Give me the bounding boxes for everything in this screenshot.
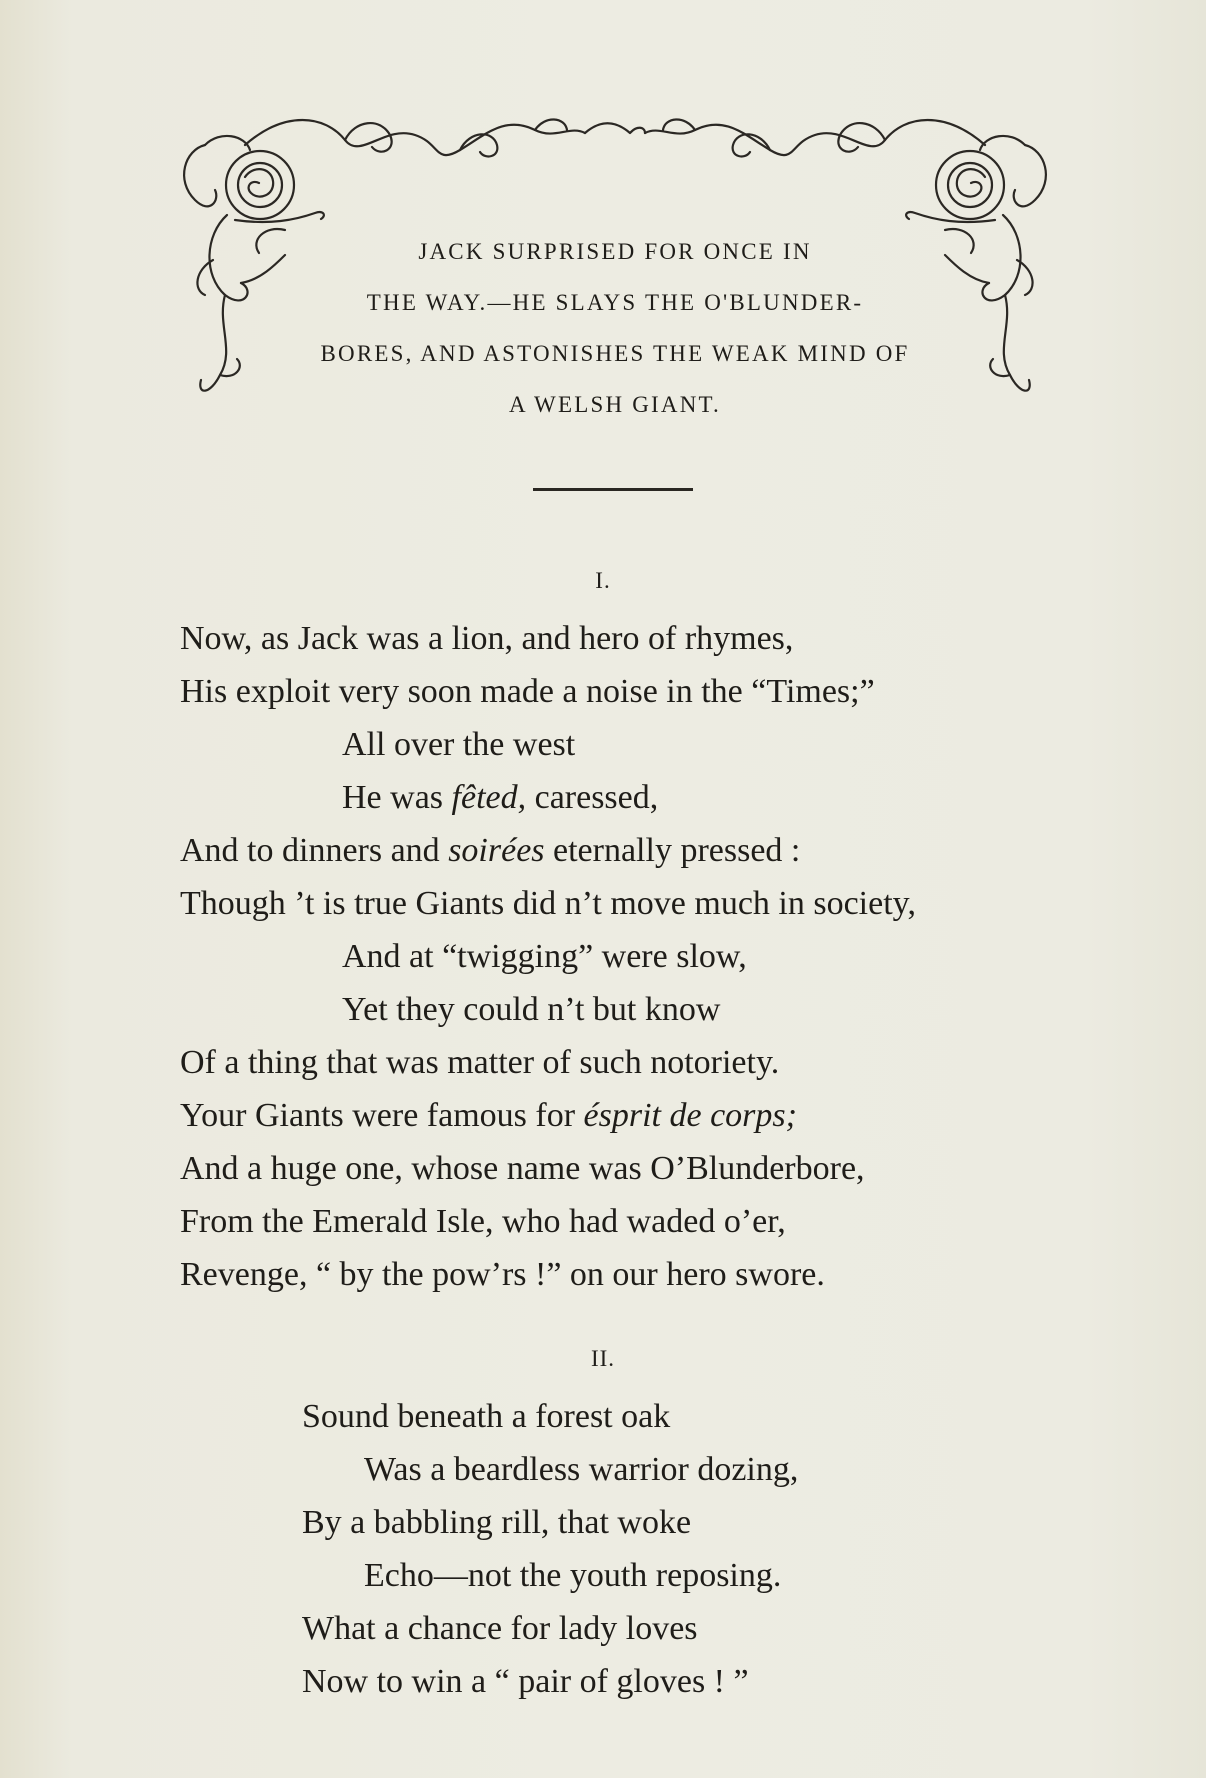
verse-line: From the Emerald Isle, who had waded o’er,: [180, 1203, 786, 1240]
heading-line: A WELSH GIANT.: [508, 392, 721, 417]
verse-line: Was a beardless warrior dozing,: [364, 1451, 799, 1488]
stanza-1: [180, 612, 916, 1301]
stanza-2: [302, 1390, 798, 1708]
stanza-numeral: I.: [595, 568, 611, 593]
verse-italic: fêted,: [451, 779, 527, 816]
verse-line: [180, 771, 916, 824]
verse-line: [180, 1089, 916, 1142]
heading-line: JACK SURPRISED FOR ONCE IN: [418, 239, 812, 264]
verse-line: Echo—not the youth reposing.: [364, 1557, 782, 1594]
section-divider: [533, 488, 693, 491]
verse-text: He was: [342, 779, 452, 816]
stanza-numeral: II.: [590, 1346, 616, 1371]
verse-line: [180, 824, 916, 877]
verse-line: By a babbling rill, that woke: [302, 1504, 692, 1541]
verse-line: And at “twigging” were slow,: [342, 938, 747, 975]
verse-line: Now to win a “ pair of gloves ! ”: [302, 1663, 749, 1700]
verse-line: Though ’t is true Giants did n’t move much in society,: [180, 885, 916, 922]
verse-text: eternally pressed :: [544, 832, 801, 869]
verse-text: Your Giants were famous for: [180, 1097, 584, 1134]
verse-italic: soirées: [448, 832, 545, 869]
verse-text: And to dinners and: [180, 832, 449, 869]
verse-line: Yet they could n’t but know: [342, 991, 721, 1028]
verse-line: Of a thing that was matter of such notoriety.: [180, 1044, 780, 1081]
verse-italic: ésprit de corps;: [583, 1097, 797, 1134]
heading-line: BORES, AND ASTONISHES THE WEAK MIND OF: [320, 341, 910, 366]
verse-line: All over the west: [342, 726, 576, 763]
heading-line: THE WAY.—HE SLAYS THE O'BLUNDER-: [366, 290, 864, 315]
chapter-heading: [250, 226, 980, 430]
verse-line: Sound beneath a forest oak: [302, 1398, 671, 1435]
verse-line: And a huge one, whose name was O’Blunderbore,: [180, 1150, 865, 1187]
verse-line: What a chance for lady loves: [302, 1610, 698, 1647]
verse-line: Revenge, “ by the pow’rs !” on our hero swore.: [180, 1256, 825, 1293]
verse-line: His exploit very soon made a noise in the “Times;”: [180, 673, 875, 710]
verse-text: caressed,: [526, 779, 659, 816]
verse-line: Now, as Jack was a lion, and hero of rhymes,: [180, 620, 794, 657]
